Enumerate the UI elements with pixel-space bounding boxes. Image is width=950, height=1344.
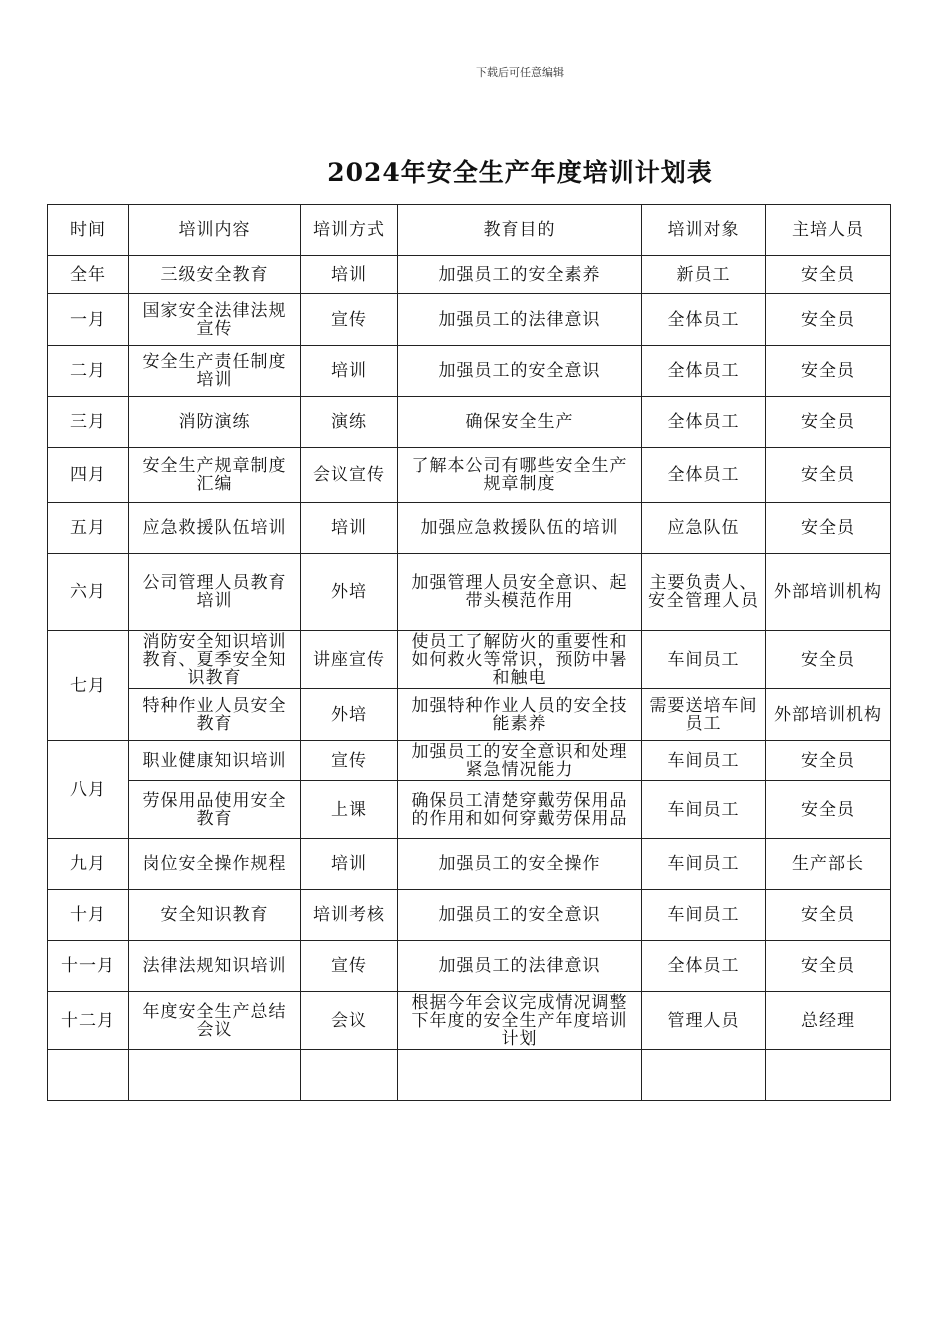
cell-time: 九月 (48, 839, 129, 890)
cell-target: 车间员工 (642, 890, 766, 941)
cell-trainer: 外部培训机构 (766, 554, 891, 631)
cell-time: 四月 (48, 448, 129, 503)
cell-method: 培训考核 (301, 890, 398, 941)
cell-purpose: 加强员工的安全意识 (398, 890, 642, 941)
table-row (48, 448, 891, 503)
header-time: 时间 (48, 205, 129, 256)
cell-content: 消防安全知识培训教育、夏季安全知识教育 (129, 631, 301, 689)
header-content: 培训内容 (129, 205, 301, 256)
cell-trainer: 安全员 (766, 890, 891, 941)
cell-target: 全体员工 (642, 448, 766, 503)
cell-purpose: 加强员工的安全意识 (398, 346, 642, 397)
cell-trainer: 外部培训机构 (766, 689, 891, 741)
table-row (48, 503, 891, 554)
cell-time: 一月 (48, 294, 129, 346)
cell-method: 培训 (301, 256, 398, 294)
cell-method: 外培 (301, 689, 398, 741)
header-target: 培训对象 (642, 205, 766, 256)
cell-purpose: 加强员工的安全操作 (398, 839, 642, 890)
cell-purpose: 加强员工的安全意识和处理紧急情况能力 (398, 741, 642, 781)
table-row (48, 741, 891, 781)
cell-content: 职业健康知识培训 (129, 741, 301, 781)
header-purpose: 教育目的 (398, 205, 642, 256)
table-row (48, 890, 891, 941)
table-header-row (48, 205, 891, 256)
cell-content: 国家安全法律法规宣传 (129, 294, 301, 346)
cell-method: 宣传 (301, 741, 398, 781)
cell-time: 全年 (48, 256, 129, 294)
cell-trainer: 安全员 (766, 631, 891, 689)
cell-method: 宣传 (301, 941, 398, 992)
cell-time: 十二月 (48, 992, 129, 1050)
cell-trainer: 安全员 (766, 256, 891, 294)
training-plan-table (47, 204, 891, 1101)
cell-content: 特种作业人员安全教育 (129, 689, 301, 741)
cell-time: 七月 (48, 631, 129, 741)
cell-time: 六月 (48, 554, 129, 631)
cell-content: 法律法规知识培训 (129, 941, 301, 992)
cell-target: 车间员工 (642, 631, 766, 689)
table-row (48, 256, 891, 294)
cell-purpose: 加强特种作业人员的安全技能素养 (398, 689, 642, 741)
cell-time: 五月 (48, 503, 129, 554)
table-empty-row (48, 1050, 891, 1101)
cell-trainer: 生产部长 (766, 839, 891, 890)
cell-purpose: 加强员工的安全素养 (398, 256, 642, 294)
table-row (48, 397, 891, 448)
cell-method: 培训 (301, 839, 398, 890)
cell-empty (398, 1050, 642, 1101)
cell-target: 管理人员 (642, 992, 766, 1050)
cell-target: 全体员工 (642, 346, 766, 397)
cell-purpose: 加强员工的法律意识 (398, 941, 642, 992)
document-title: 2024年安全生产年度培训计划表 (327, 158, 713, 187)
cell-purpose: 确保员工清楚穿戴劳保用品的作用和如何穿戴劳保用品 (398, 781, 642, 839)
cell-empty (301, 1050, 398, 1101)
cell-purpose: 使员工了解防火的重要性和如何救火等常识，预防中暑和触电 (398, 631, 642, 689)
cell-purpose: 加强员工的法律意识 (398, 294, 642, 346)
cell-target: 全体员工 (642, 294, 766, 346)
table-row (48, 631, 891, 689)
cell-method: 培训 (301, 346, 398, 397)
cell-content: 安全知识教育 (129, 890, 301, 941)
cell-content: 公司管理人员教育培训 (129, 554, 301, 631)
cell-empty (766, 1050, 891, 1101)
cell-purpose: 根据今年会议完成情况调整下年度的安全生产年度培训计划 (398, 992, 642, 1050)
cell-purpose: 加强应急救援队伍的培训 (398, 503, 642, 554)
cell-time: 十月 (48, 890, 129, 941)
header-method: 培训方式 (301, 205, 398, 256)
cell-target: 应急队伍 (642, 503, 766, 554)
cell-trainer: 安全员 (766, 781, 891, 839)
cell-empty (642, 1050, 766, 1101)
cell-method: 演练 (301, 397, 398, 448)
cell-target: 主要负责人、安全管理人员 (642, 554, 766, 631)
cell-content: 消防演练 (129, 397, 301, 448)
cell-method: 讲座宣传 (301, 631, 398, 689)
cell-trainer: 安全员 (766, 294, 891, 346)
header-trainer: 主培人员 (766, 205, 891, 256)
cell-target: 新员工 (642, 256, 766, 294)
cell-content: 应急救援队伍培训 (129, 503, 301, 554)
cell-target: 需要送培车间员工 (642, 689, 766, 741)
cell-trainer: 安全员 (766, 503, 891, 554)
cell-content: 劳保用品使用安全教育 (129, 781, 301, 839)
cell-method: 外培 (301, 554, 398, 631)
cell-target: 车间员工 (642, 839, 766, 890)
cell-content: 年度安全生产总结会议 (129, 992, 301, 1050)
cell-time: 十一月 (48, 941, 129, 992)
table-row (48, 992, 891, 1050)
cell-time: 三月 (48, 397, 129, 448)
table-row (48, 839, 891, 890)
cell-trainer: 总经理 (766, 992, 891, 1050)
cell-content: 三级安全教育 (129, 256, 301, 294)
cell-target: 全体员工 (642, 397, 766, 448)
cell-time: 八月 (48, 741, 129, 839)
cell-method: 会议宣传 (301, 448, 398, 503)
cell-empty (129, 1050, 301, 1101)
cell-content: 岗位安全操作规程 (129, 839, 301, 890)
cell-method: 宣传 (301, 294, 398, 346)
table-row (48, 941, 891, 992)
cell-purpose: 加强管理人员安全意识、起带头模范作用 (398, 554, 642, 631)
cell-purpose: 确保安全生产 (398, 397, 642, 448)
cell-purpose: 了解本公司有哪些安全生产规章制度 (398, 448, 642, 503)
table-row (48, 294, 891, 346)
cell-content: 安全生产责任制度培训 (129, 346, 301, 397)
cell-target: 车间员工 (642, 741, 766, 781)
cell-trainer: 安全员 (766, 741, 891, 781)
table-row (48, 689, 891, 741)
cell-trainer: 安全员 (766, 346, 891, 397)
cell-empty (48, 1050, 129, 1101)
cell-method: 会议 (301, 992, 398, 1050)
table-row (48, 346, 891, 397)
cell-trainer: 安全员 (766, 397, 891, 448)
cell-content: 安全生产规章制度汇编 (129, 448, 301, 503)
table-row (48, 554, 891, 631)
table-row (48, 781, 891, 839)
cell-method: 培训 (301, 503, 398, 554)
cell-method: 上课 (301, 781, 398, 839)
cell-time: 二月 (48, 346, 129, 397)
cell-target: 车间员工 (642, 781, 766, 839)
cell-trainer: 安全员 (766, 941, 891, 992)
cell-target: 全体员工 (642, 941, 766, 992)
header-note: 下载后可任意编辑 (476, 66, 564, 79)
cell-trainer: 安全员 (766, 448, 891, 503)
